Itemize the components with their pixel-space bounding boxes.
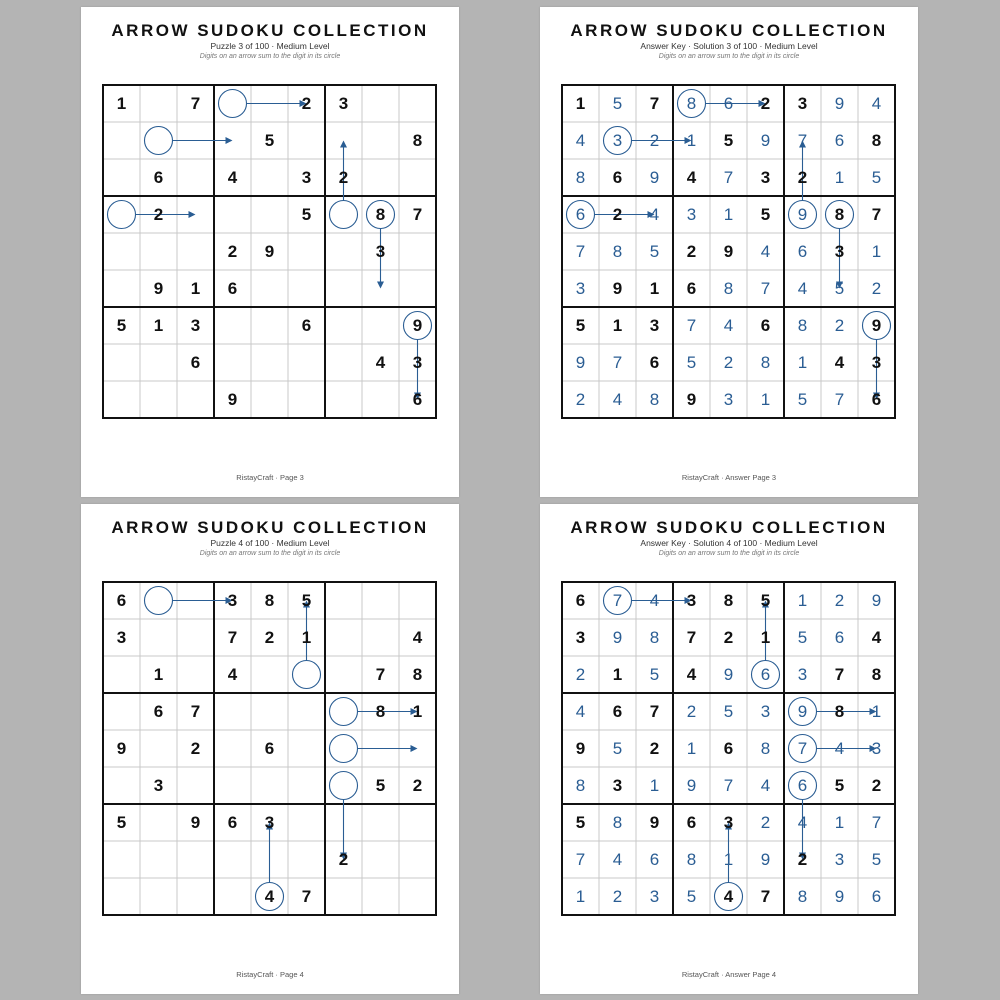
cell-digit: 4 [723,315,734,335]
arrow-circle [219,90,247,118]
cell-digit: 1 [723,204,734,224]
cell-digit: 1 [612,664,623,684]
cell-digit: 7 [612,590,623,610]
cell-digit: 1 [871,241,882,261]
cell-digit: 6 [723,738,734,758]
cell-digit: 9 [575,738,586,758]
cell-digit: 9 [153,278,164,298]
cell-digit: 6 [116,590,127,610]
page-title: ARROW SUDOKU COLLECTION [570,518,888,537]
cell-digit: 7 [871,204,882,224]
cell-digit: 8 [871,130,882,150]
cell-digit: 3 [301,167,312,187]
cell-digit: 8 [264,590,275,610]
cell-digit: 3 [375,241,386,261]
cell-digit: 4 [227,167,238,187]
cell-digit: 4 [834,738,845,758]
cell-digit: 2 [871,278,882,298]
cell-digit: 8 [612,812,623,832]
cell-digit: 7 [649,701,660,721]
cell-digit: 2 [686,241,697,261]
cell-digit: 1 [575,93,586,113]
cell-digit: 8 [871,664,882,684]
cell-digit: 2 [412,775,423,795]
cell-digit: 7 [190,93,201,113]
cell-digit: 5 [116,315,127,335]
cell-digit: 4 [649,590,660,610]
cell-digit: 9 [264,241,275,261]
cell-digit: 1 [797,352,808,372]
cell-digit: 6 [723,93,734,113]
cell-digit: 8 [649,389,660,409]
sudoku-grid [103,85,437,419]
cell-digit: 4 [227,664,238,684]
cell-digit: 5 [301,590,312,610]
cell-digit: 6 [612,701,623,721]
cell-digit: 5 [612,93,623,113]
cell-digit: 9 [723,664,734,684]
rule-note: Digits on an arrow sum to the digit in its circle [199,550,341,557]
cell-digit: 3 [649,315,660,335]
rule-note: Digits on an arrow sum to the digit in its circle [658,53,800,60]
cell-digit: 3 [649,886,660,906]
cell-digit: 7 [686,315,697,335]
cell-digit: 6 [227,278,238,298]
cell-digit: 4 [264,886,275,906]
cell-digit: 8 [649,627,660,647]
cell-digit: 1 [153,664,164,684]
cell-digit: 8 [797,886,808,906]
cell-digit: 1 [834,167,845,187]
page-subtitle: Puzzle 3 of 100 · Medium Level [210,41,330,51]
cell-digit: 8 [723,590,734,610]
cell-digit: 7 [797,130,808,150]
cell-digit: 2 [338,167,349,187]
cell-digit: 5 [871,167,882,187]
cell-digit: 2 [338,849,349,869]
cell-digit: 9 [412,315,423,335]
cell-digit: 6 [797,241,808,261]
cell-digit: 7 [227,627,238,647]
cell-digit: 5 [375,775,386,795]
cell-digit: 3 [871,352,882,372]
cell-digit: 1 [871,701,882,721]
cell-digit: 3 [871,738,882,758]
cell-digit: 1 [723,849,734,869]
cell-digit: 2 [871,775,882,795]
cell-digit: 7 [575,849,586,869]
cell-digit: 6 [797,775,808,795]
cell-digit: 6 [871,389,882,409]
cell-digit: 1 [686,738,697,758]
cell-digit: 5 [264,130,275,150]
cell-digit: 3 [797,93,808,113]
arrow-circle [108,201,136,229]
cell-digit: 2 [797,167,808,187]
cell-digit: 1 [575,886,586,906]
cell-digit: 6 [227,812,238,832]
cell-digit: 1 [834,812,845,832]
cell-digit: 3 [338,93,349,113]
cell-digit: 1 [649,278,660,298]
cell-digit: 3 [723,812,734,832]
answer-page-4 [540,504,918,994]
arrow-head [377,282,384,289]
cell-digit: 4 [649,204,660,224]
cell-digit: 2 [575,664,586,684]
cell-digit: 8 [375,701,386,721]
page-title: ARROW SUDOKU COLLECTION [111,21,429,40]
cell-digit: 4 [686,167,697,187]
cell-digit: 8 [723,278,734,298]
cell-digit: 4 [575,701,586,721]
arrow-clue [330,735,418,763]
cell-digit: 6 [153,701,164,721]
cell-digit: 9 [686,775,697,795]
cell-digit: 1 [153,315,164,335]
cell-digit: 8 [575,775,586,795]
cell-digit: 6 [686,278,697,298]
sudoku-grid [562,85,896,419]
cell-digit: 4 [612,849,623,869]
cell-digit: 5 [116,812,127,832]
arrow-circle [145,587,173,615]
cell-digit: 7 [723,775,734,795]
cell-digit: 7 [190,701,201,721]
cell-digit: 5 [723,701,734,721]
cell-digit: 3 [612,775,623,795]
cell-digit: 7 [412,204,423,224]
puzzle-page-4 [81,504,459,994]
cell-digit: 3 [575,627,586,647]
cell-digit: 7 [834,664,845,684]
cell-digit: 6 [760,315,771,335]
cell-digit: 2 [723,627,734,647]
cell-digit: 9 [871,590,882,610]
cell-digit: 2 [723,352,734,372]
cell-digit: 9 [649,812,660,832]
cell-digit: 1 [797,590,808,610]
page-footer: RistayCraft · Page 3 [236,473,304,482]
cell-digit: 2 [301,93,312,113]
cell-digit: 3 [575,278,586,298]
cell-digit: 7 [686,627,697,647]
arrow-circle [330,698,358,726]
cell-digit: 3 [686,590,697,610]
cell-digit: 6 [412,389,423,409]
cell-digit: 6 [871,886,882,906]
cell-digit: 9 [834,93,845,113]
cell-digit: 6 [575,204,586,224]
cell-digit: 2 [797,849,808,869]
puzzle-page-3 [81,7,459,497]
cell-digit: 5 [797,389,808,409]
cell-digit: 9 [797,204,808,224]
cell-digit: 9 [649,167,660,187]
cell-digit: 5 [649,241,660,261]
cell-digit: 2 [686,701,697,721]
cell-digit: 3 [686,204,697,224]
cell-digit: 3 [612,130,623,150]
cell-digit: 2 [227,241,238,261]
cell-digit: 3 [760,167,771,187]
cell-digit: 4 [723,886,734,906]
cell-digit: 5 [575,812,586,832]
cell-digit: 4 [797,278,808,298]
page-subtitle: Puzzle 4 of 100 · Medium Level [210,538,330,548]
cell-digit: 1 [612,315,623,335]
cell-digit: 8 [412,664,423,684]
cell-digit: 5 [686,886,697,906]
page-footer: RistayCraft · Answer Page 4 [681,970,777,979]
page-subtitle: Answer Key · Solution 4 of 100 · Medium Level [640,538,818,548]
cell-digit: 7 [612,352,623,372]
cell-digit: 3 [227,590,238,610]
arrow-head [411,745,418,752]
cell-digit: 3 [264,812,275,832]
cell-digit: 1 [649,775,660,795]
cell-digit: 3 [834,241,845,261]
cell-digit: 8 [412,130,423,150]
cell-digit: 5 [649,664,660,684]
cell-digit: 4 [612,389,623,409]
cell-digit: 2 [153,204,164,224]
cell-digit: 2 [834,590,845,610]
cell-digit: 6 [575,590,586,610]
cell-digit: 4 [760,775,771,795]
cell-digit: 1 [760,389,771,409]
cell-digit: 3 [834,849,845,869]
answer-page-3 [540,7,918,497]
cell-digit: 6 [834,627,845,647]
sudoku-grid [103,582,437,916]
cell-digit: 1 [412,701,423,721]
cell-digit: 8 [760,738,771,758]
cell-digit: 7 [375,664,386,684]
cell-digit: 5 [760,590,771,610]
cell-digit: 2 [649,738,660,758]
arrow-circle [293,661,321,689]
cell-digit: 1 [301,627,312,647]
cell-digit: 6 [301,315,312,335]
cell-digit: 9 [723,241,734,261]
cell-digit: 8 [760,352,771,372]
cell-digit: 7 [760,278,771,298]
cell-digit: 2 [190,738,201,758]
cell-digit: 3 [760,701,771,721]
arrow-clue [145,127,233,155]
cell-digit: 4 [760,241,771,261]
page-footer: RistayCraft · Answer Page 3 [681,473,777,482]
cell-digit: 2 [264,627,275,647]
cell-digit: 6 [649,352,660,372]
rule-note: Digits on an arrow sum to the digit in its circle [658,550,800,557]
cell-digit: 6 [649,849,660,869]
cell-digit: 9 [760,849,771,869]
cell-digit: 5 [797,627,808,647]
cell-digit: 1 [190,278,201,298]
cell-digit: 5 [723,130,734,150]
cell-digit: 2 [612,204,623,224]
cell-digit: 7 [649,93,660,113]
cell-digit: 6 [834,130,845,150]
arrow-head [340,141,347,148]
cell-digit: 9 [871,315,882,335]
page-title: ARROW SUDOKU COLLECTION [111,518,429,537]
cell-digit: 4 [871,93,882,113]
cell-digit: 9 [612,627,623,647]
cell-digit: 5 [575,315,586,335]
cell-digit: 9 [227,389,238,409]
arrow-circle [330,735,358,763]
cell-digit: 2 [760,93,771,113]
cell-digit: 8 [375,204,386,224]
cell-digit: 3 [723,389,734,409]
cell-digit: 1 [116,93,127,113]
cell-digit: 7 [575,241,586,261]
cell-digit: 9 [116,738,127,758]
cell-digit: 5 [834,278,845,298]
cell-digit: 8 [797,315,808,335]
cell-digit: 3 [116,627,127,647]
sudoku-grid [562,582,896,916]
cell-digit: 5 [686,352,697,372]
cell-digit: 4 [575,130,586,150]
page-footer: RistayCraft · Page 4 [236,970,304,979]
cell-digit: 6 [190,352,201,372]
cell-digit: 5 [301,204,312,224]
cell-digit: 6 [264,738,275,758]
cell-digit: 6 [760,664,771,684]
arrow-circle [330,772,358,800]
page-title: ARROW SUDOKU COLLECTION [570,21,888,40]
cell-digit: 5 [612,738,623,758]
cell-digit: 1 [686,130,697,150]
arrow-circle [330,201,358,229]
cell-digit: 8 [686,93,697,113]
cell-digit: 2 [834,315,845,335]
cell-digit: 6 [153,167,164,187]
cell-digit: 8 [834,204,845,224]
cell-digit: 4 [797,812,808,832]
cell-digit: 8 [612,241,623,261]
cell-digit: 4 [834,352,845,372]
cell-digit: 7 [871,812,882,832]
cell-digit: 9 [190,812,201,832]
rule-note: Digits on an arrow sum to the digit in its circle [199,53,341,60]
cell-digit: 2 [575,389,586,409]
cell-digit: 5 [834,775,845,795]
arrow-head [226,137,233,144]
arrow-head [189,211,196,218]
cell-digit: 5 [760,204,771,224]
cell-digit: 6 [612,167,623,187]
cell-digit: 9 [797,701,808,721]
cell-digit: 9 [760,130,771,150]
cell-digit: 2 [649,130,660,150]
cell-digit: 9 [686,389,697,409]
cell-digit: 9 [575,352,586,372]
cell-digit: 3 [412,352,423,372]
cell-digit: 7 [834,389,845,409]
cell-digit: 7 [760,886,771,906]
cell-digit: 3 [190,315,201,335]
cell-digit: 3 [797,664,808,684]
cell-digit: 4 [412,627,423,647]
cell-digit: 7 [797,738,808,758]
cell-digit: 2 [760,812,771,832]
cell-digit: 8 [834,701,845,721]
cell-digit: 3 [153,775,164,795]
cell-digit: 8 [686,849,697,869]
cell-digit: 9 [834,886,845,906]
arrow-circle [145,127,173,155]
page-subtitle: Answer Key · Solution 3 of 100 · Medium Level [640,41,818,51]
cell-digit: 2 [612,886,623,906]
cell-digit: 7 [723,167,734,187]
cell-digit: 7 [301,886,312,906]
cell-digit: 5 [871,849,882,869]
cell-digit: 4 [686,664,697,684]
cell-digit: 9 [612,278,623,298]
cell-digit: 1 [760,627,771,647]
cell-digit: 8 [575,167,586,187]
cell-digit: 6 [686,812,697,832]
cell-digit: 4 [375,352,386,372]
cell-digit: 4 [871,627,882,647]
